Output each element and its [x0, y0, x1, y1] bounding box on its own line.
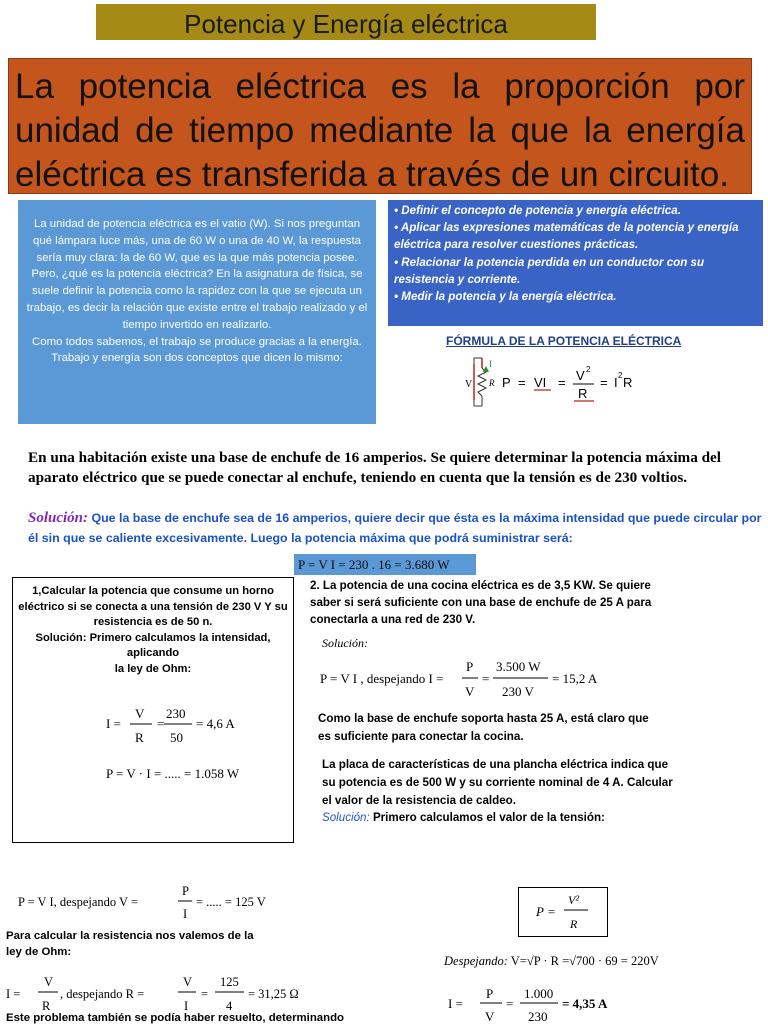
footer-note: Este problema también se podía haber resuelto, determinando: [6, 1012, 345, 1024]
f1-50: 50: [170, 730, 183, 745]
box-p: P =: [536, 904, 556, 919]
problem1-law: la ley de Ohm:: [114, 662, 192, 675]
f1-230: 230: [166, 706, 186, 721]
i-v: V: [485, 1009, 495, 1024]
info-paragraph-2: Como todos sabemos, el trabajo se produce gracias a la energía. Trabajo y energía son dos conceptos que dicen lo mismo:: [32, 335, 362, 365]
formula-v-label: V: [465, 379, 473, 390]
problem2-formula: [318, 656, 618, 702]
despejando-label: Despejando:: [444, 954, 508, 968]
r-result: = 31,25 Ω: [248, 987, 299, 1001]
formula-exp: 2: [618, 371, 623, 380]
p2-f-num: 3.500 W: [496, 659, 541, 674]
formula-eq: =: [518, 375, 526, 390]
resistance-intro: Para calcular la resistencia nos valemos de la ley de Ohm:: [6, 930, 254, 958]
v-left: P = V I, despejando V =: [18, 895, 139, 909]
definition-box: La potencia eléctrica es la proporción por unidad de tiempo mediante la que la energía eléctrica es transferida a través de un circuito.: [8, 58, 752, 194]
objective-item: • Medir la potencia y la energía eléctrica.: [394, 290, 617, 304]
formula-eq: =: [600, 375, 608, 390]
p2-f-left: P = V I , despejando I =: [320, 671, 444, 686]
power-formula: [460, 354, 690, 412]
problem2-solution-label: Solución:: [322, 636, 368, 650]
formula-p: P: [502, 375, 511, 390]
p2-f-den: 230 V: [502, 684, 534, 699]
despejando-line: [444, 954, 659, 969]
formula-v2: V: [576, 368, 585, 383]
problem3-statement: La placa de características de una plancha eléctrica indica que su potencia es de 500 W y su corriente nominal de 4 A. Calcular el valor de la resistencia de caldeo.: [322, 758, 673, 807]
formula-r-label: R: [489, 378, 495, 388]
formula-i-label: I: [489, 359, 492, 369]
boxed-formula-content: [522, 889, 606, 935]
problem1-statement: 1,Calcular la potencia que consume un horno eléctrico si se conecta a una tensión de 230 V Y su resistencia es de 50 n.: [18, 585, 288, 629]
resistance-formula: [4, 972, 344, 1016]
f1-i: I =: [106, 716, 121, 731]
svg-text:=: =: [482, 671, 490, 686]
problem1-text: [16, 584, 290, 678]
circuit-diagram-icon: [474, 358, 489, 406]
r-i: I =: [6, 987, 21, 1001]
solution-text: Que la base de enchufe sea de 16 amperios, quiere decir que ésta es la máxima intensidad que puede circular por él sin que se caliente excesivamente. Luego la potencia máxima que podrá suministrar será:: [28, 511, 762, 545]
v-p: P: [182, 884, 189, 898]
problem3-text: [322, 756, 682, 827]
despejando-formula: V=√P · R =√700 · 69 = 220V: [510, 954, 659, 968]
info-paragraph-1: La unidad de potencia eléctrica es el vatio (W). Si nos preguntan qué lámpara luce más, una de 60 W o una de 40 W, la respuesta sería muy clara: la de 60 W, que es la que más potencia posee. Pero, ¿qué es la potencia eléctrica? En la asignatura de física, se suele definir la potencia como la rapidez con la que se ejecuta un trabajo, es decir la relación que existe entre el trabajo realizado y el tiempo invertido en realizarlo.: [26, 218, 368, 331]
i-left: I =: [448, 996, 463, 1011]
formula-r-den: R: [578, 386, 588, 401]
v-result: = ..... = 125 V: [196, 895, 266, 909]
info-box: [18, 200, 376, 424]
r-r: R: [42, 999, 51, 1013]
i-den: 230: [528, 1009, 548, 1024]
solution-label: Solución:: [28, 510, 89, 526]
problem2-conclusion: Como la base de enchufe soporta hasta 25 A, está claro que es suficiente para conectar la cocina.: [318, 712, 649, 743]
i-result: = 4,35 A: [562, 996, 608, 1011]
voltage-formula: [14, 882, 294, 926]
v-i: I: [183, 907, 188, 921]
problem1-formula-current: [100, 700, 290, 748]
objectives-box: [388, 200, 763, 326]
box-r: R: [570, 917, 578, 931]
p2-f-p: P: [466, 659, 474, 674]
f1-r: R: [135, 730, 144, 745]
problem1-solution: Solución: Primero calculamos la intensidad, aplicando: [35, 631, 271, 660]
svg-text:=: =: [157, 716, 165, 731]
r-v: V: [44, 975, 54, 989]
svg-text:=: =: [201, 987, 209, 1001]
formula-i2r-i: I: [614, 375, 618, 390]
r-i2: I: [184, 999, 189, 1013]
result-box: P = V I = 230 . 16 = 3.680 W: [294, 554, 476, 575]
f1-result: = 4,6 A: [196, 716, 235, 731]
objective-item: • Definir el concepto de potencia y energía eléctrica.: [394, 204, 681, 217]
r-desp: , despejando R =: [60, 987, 145, 1001]
r-125: 125: [220, 975, 239, 989]
objective-item: • Aplicar las expresiones matemáticas de la potencia y energía eléctrica para resolver cuestiones prácticas.: [394, 221, 739, 252]
formula-exp: 2: [586, 365, 591, 374]
problem-statement: En una habitación existe una base de enchufe de 16 amperios. Se quiere determinar la potencia máxima del aparato eléctrico que se puede conectar al enchufe, teniendo en cuenta que la tensión es de 230 voltios.: [28, 449, 722, 487]
problem3-solution-label: Solución:: [322, 811, 370, 825]
box-v: V²: [568, 893, 579, 907]
svg-text:=: =: [506, 996, 514, 1011]
problem2-statement: 2. La potencia de una cocina eléctrica es de 3,5 KW. Se quiere saber si será suficiente con una base de enchufe de 25 A para conectarla a una red de 230 V.: [310, 579, 652, 626]
p2-f-result: = 15,2 A: [552, 671, 598, 686]
current-formula: [446, 986, 646, 1024]
i-p: P: [486, 986, 494, 1001]
problem3-solution-text: Primero calculamos el valor de la tensión:: [372, 811, 605, 825]
formula-vi: VI: [534, 375, 547, 390]
page-title: Potencia y Energía eléctrica: [96, 4, 596, 40]
formula-title: FÓRMULA DE LA POTENCIA ELÉCTRICA: [446, 334, 682, 348]
formula-i2r-r: R: [623, 375, 633, 390]
r-4: 4: [226, 999, 233, 1013]
i-num: 1.000: [524, 986, 554, 1001]
r-v2: V: [183, 975, 193, 989]
formula-eq: =: [558, 375, 566, 390]
p2-f-v: V: [465, 684, 475, 699]
objective-item: • Relacionar la potencia perdida en un conductor con su resistencia y corriente.: [394, 255, 705, 286]
solution-paragraph: [28, 508, 768, 548]
f1-v: V: [135, 706, 145, 721]
problem1-formula-power: P = V · I = ..... = 1.058 W: [106, 766, 240, 781]
